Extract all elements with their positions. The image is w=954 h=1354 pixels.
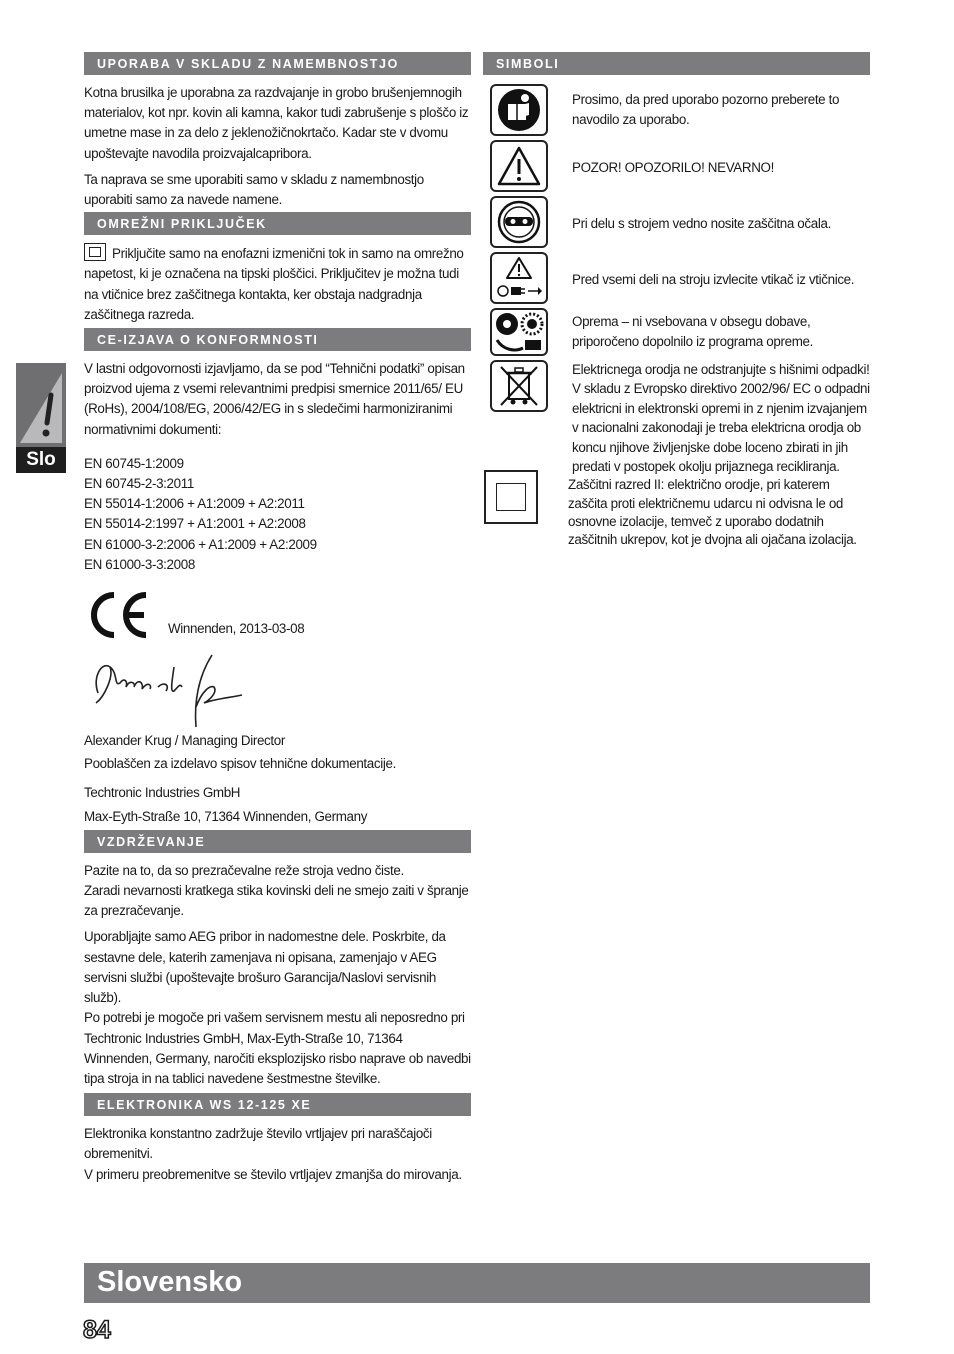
unplug-icon xyxy=(490,252,548,304)
standard-item: EN 60745-1:2009 xyxy=(84,455,184,471)
intended-use-text-2: Ta naprava se sme uporabiti samo v skladu z namembnostjo uporabiti samo za navede namene. xyxy=(84,171,424,208)
handwritten-signature-icon xyxy=(84,647,254,733)
section-header-electronics: ELEKTRONIKA WS 12-125 XE xyxy=(84,1093,471,1116)
warning-triangle-icon xyxy=(490,140,548,192)
mains-text xyxy=(84,243,471,325)
ce-declaration-text: V lastni odgovornosti izjavljamo, da se pod “Tehnični podatki” opisan proizvod ujema z vsemi relevantnimi predpisi smernice 2011/65/ EU (RoHs), 2004/108/EG, 2006/42/EG in s sledečimi harmoniziranimi normativnimi dokumenti: xyxy=(84,361,465,437)
maintenance-text-2b: Po potrebi je mogoče pri vašem servisnem mestu ali neposredno pri Techtronic Industries GmbH, Max-Eyth-Straße 10, 71364 Winnenden, Germany, naročiti eksplozijsko risbo naprave ob navedbi tipa stroja in na tablici navedene šestmestne številke. xyxy=(84,1010,471,1086)
weee-bin-icon xyxy=(490,360,548,412)
standard-item: EN 55014-1:2006 + A1:2009 + A2:2011 xyxy=(84,496,305,512)
symbol-text: Oprema – ni vsebovana v obsegu dobave, priporočeno dopolnilo iz programa opreme. xyxy=(572,314,813,350)
symbol-row xyxy=(483,476,870,549)
intended-use-text-1: Kotna brusilka je uporabna za razdvajanje in grobo brušenjemnogih materialov, kot npr. kovin ali kamna, kakor tudi zabrušenje s ploščo iz umetne mase in za delo z jeklenožičnokrtačo. Kadar ste v dvomu upoštevajte navodila proizvajalcapribora. xyxy=(84,85,469,161)
left-column xyxy=(84,52,471,1191)
symbol-row xyxy=(483,140,870,196)
section-header-intended-use: UPORABA V SKLADU Z NAMEMBNOSTJO xyxy=(84,52,471,75)
symbol-row xyxy=(483,252,870,308)
standard-item: EN 55014-2:1997 + A1:2001 + A2:2008 xyxy=(84,516,306,532)
authorized-text: Pooblaščen za izdelavo spisov tehnične dokumentacije. xyxy=(84,756,396,772)
safety-goggles-icon xyxy=(490,196,548,248)
section-header-symbols: SIMBOLI xyxy=(483,52,870,75)
signature xyxy=(84,647,471,733)
warning-exclamation-icon xyxy=(16,363,66,447)
symbol-text: Pred vsemi deli na stroju izvlecite vtikač iz vtičnice. xyxy=(572,272,855,287)
standards-list xyxy=(84,454,471,575)
maintenance-text-1b: Zaradi nevarnosti kratkega stika kovinski deli ne smejo zaiti v špranje za prezračevanje. xyxy=(84,883,469,919)
class-ii-small-icon xyxy=(84,243,106,261)
symbol-row xyxy=(483,360,870,476)
section-header-maintenance: VZDRŽEVANJE xyxy=(84,830,471,853)
symbol-row xyxy=(483,84,870,140)
symbol-text: POZOR! OPOZORILO! NEVARNO! xyxy=(572,160,774,175)
ce-mark-icon xyxy=(84,591,150,639)
symbol-text: Zaščitni razred II: električno orodje, pri katerem zaščita proti električnemu udarcu ni odvisna le od osnovne izolacije, temveč z uporabo dodatnih zaščitnih ukrepov, kot je dvojna ali ojačana izolacija. xyxy=(568,477,857,548)
symbol-text: Prosimo, da pred uporabo pozorno preberete to navodilo za uporabo. xyxy=(572,92,840,128)
page-number: 84 xyxy=(83,1316,111,1344)
maintenance-text-1a: Pazite na to, da so prezračevalne reže stroja vedno čiste. xyxy=(84,862,404,878)
signer-name: Alexander Krug / Managing Director xyxy=(84,733,285,749)
class-ii-icon xyxy=(484,470,538,524)
symbol-row xyxy=(483,196,870,252)
company-address: Max-Eyth-Straße 10, 71364 Winnenden, Germany xyxy=(84,808,368,824)
footer-language-title: Slovensko xyxy=(97,1266,243,1298)
section-header-ce: CE-IZJAVA O KONFORMNOSTI xyxy=(84,328,471,351)
ce-mark-row xyxy=(84,589,471,639)
maintenance-text-2a: Uporabljajte samo AEG pribor in nadomestne dele. Poskrbite, da sestavne dele, katerih zamenjava ni opisana, zamenjajo v AEG servisni službi (upoštevajte brošuro Garancija/Naslovi servisnih služb). xyxy=(84,929,446,1006)
symbol-text: Elektricnega orodja ne odstranjujte s hišnimi odpadki! V skladu z Evropsko direktivo 2002/96/ EC o odpadni elektricni in elektronski opremi in z njenim izvajanjem v nacionalni zakonodaji je treba elektricna orodja ob koncu njihove življenjske dobe loceno zbirati in jih predati v postopek okolju prijaznega recikliranja. xyxy=(572,362,870,475)
electronics-text-2: V primeru preobremenitve se število vrtljajev zmanjša do mirovanja. xyxy=(84,1166,462,1182)
standard-item: EN 61000-3-2:2006 + A1:2009 + A2:2009 xyxy=(84,536,317,552)
electronics-text-1: Elektronika konstantno zadržuje število vrtljajev pri naraščajoči obremenitvi. xyxy=(84,1126,432,1162)
place-date: Winnenden, 2013-03-08 xyxy=(168,620,305,636)
accessories-icon xyxy=(490,308,548,356)
read-manual-icon xyxy=(490,84,548,136)
symbol-row xyxy=(483,308,870,360)
symbol-text: Pri delu s strojem vedno nosite zaščitna očala. xyxy=(572,216,831,231)
section-header-mains: OMREŽNI PRIKLJUČEK xyxy=(84,212,471,235)
company-name: Techtronic Industries GmbH xyxy=(84,785,241,801)
language-tab-label: Slo xyxy=(16,447,66,473)
standard-item: EN 60745-2-3:2011 xyxy=(84,476,194,492)
standard-item: EN 61000-3-3:2008 xyxy=(84,556,195,572)
right-column xyxy=(483,52,870,549)
mains-text-body: Priključite samo na enofazni izmenični tok in samo na omrežno napetost, ki je označena na tipski ploščici. Priključitev je možna tudi na vtičnice brez zaščitnega kontakta, ker obstaja nadgradnja zaščitnega razreda. xyxy=(84,246,464,322)
